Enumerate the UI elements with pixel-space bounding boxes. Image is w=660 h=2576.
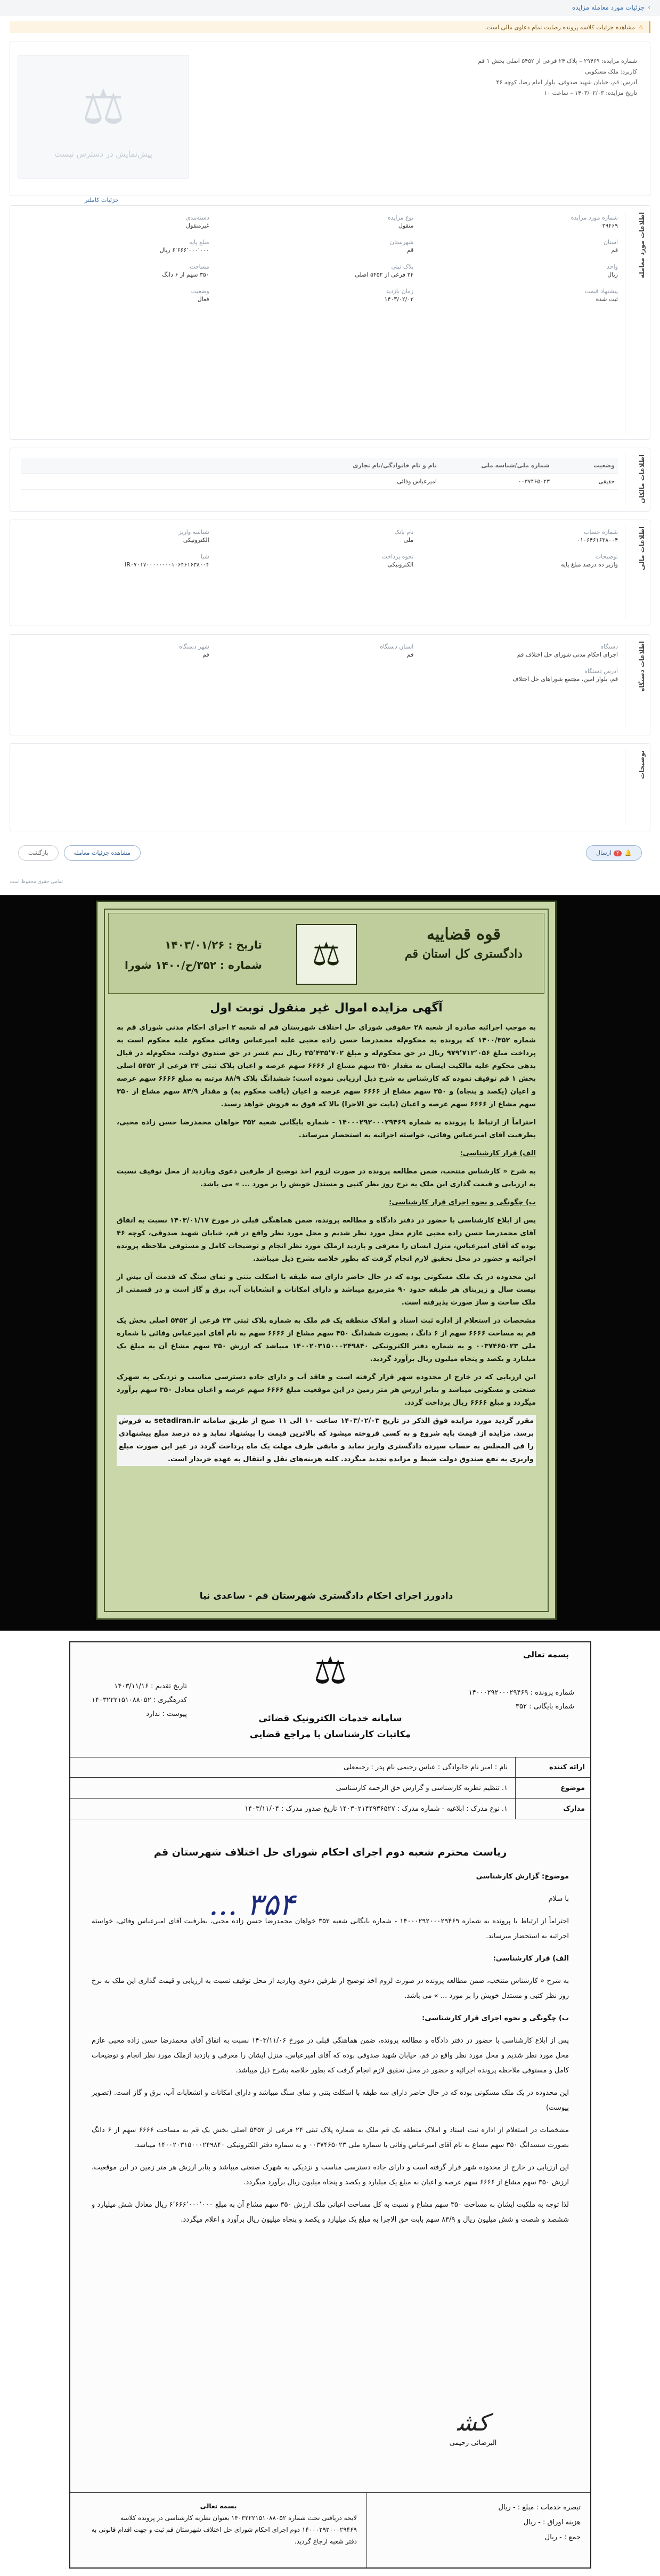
gavel-icon: ⚖ — [82, 79, 125, 135]
column-header: نام و نام خانوادگی/نام تجاری — [353, 462, 437, 469]
field-value: الکترونیکی — [387, 561, 414, 568]
paragraph: این محدوده در یک ملک مسکونی بوده که در حال حاضر دارای سه طبقه با اسکلت بتنی و نمای سنگ که قدمت آن بیش از بیست سال و زیربنای هر طبقه حدود ۹۰ مترمربع میباشد و دارای امکانات و انشعابات آب، برق و گاز است و در قسمتی از ملک ساخت و ساز صورت پذیرفته است. — [117, 1273, 536, 1307]
field-label: شهرستان — [390, 239, 414, 246]
field-label: پیشنهاد قیمت — [584, 288, 618, 295]
property-section — [10, 205, 650, 440]
submission-meta — [92, 1680, 187, 1721]
field-value: ریال — [607, 271, 618, 278]
warning-icon: ⚠ — [638, 23, 643, 31]
system-title: سامانه خدمات الکترونیک قضائی — [258, 1713, 402, 1724]
back-button[interactable]: بازگشت — [18, 845, 59, 861]
notice-body — [117, 1022, 536, 1471]
field — [225, 529, 414, 544]
field — [21, 288, 209, 303]
paragraph: به شرح « کارشناس منتخب، ضمن مطالعه پرونده در صورت لزوم اخذ توضیح از طرفین دعوی وبازدید از محل توقیف نسبت به ارزیابی و قیمت گذاری این ملک به نرخ روز نظر کتبی و مستدل خویش را بر مورد ... » می باشد. — [117, 1168, 536, 1188]
field-value: واریز ده درصد مبلغ پایه — [561, 561, 618, 568]
property-summary-card — [10, 42, 650, 204]
owners-table — [21, 458, 618, 490]
meta-label: مدارک — [515, 1799, 590, 1819]
notify-label: ارسال — [596, 849, 612, 856]
submission-date: تاریخ تقدیم : ۱۴۰۳/۱۱/۱۶ — [114, 1682, 187, 1690]
tracking-code: کدرهگیری : ۱۴۰۳۲۲۲۱۵۱۰۸۸۰۵۲ — [92, 1696, 187, 1704]
fees-box — [366, 2493, 590, 2567]
table-cell: امیرعباس وفائی — [397, 478, 437, 485]
image-caption: پیش‌نمایش در دسترس نیست — [54, 149, 152, 159]
addressee: ریاست محترم شعبه دوم اجرای احکام شورای حل اختلاف شهرستان قم — [153, 1846, 507, 1858]
notice-banner — [10, 21, 650, 33]
registration-note — [70, 2493, 366, 2567]
field — [21, 239, 209, 254]
field-value: قم — [202, 651, 209, 658]
paragraph: احتراماً از ارتباط با پرونده به شماره ۱۴۰۰۰۲۹۲۰۰۰۲۹۴۶۹ - شماره بایگانی شعبه ۳۵۲ خواهان محمدرضا حسن زاده محبی، بطرفیت آقای امیرعباس وفائی، خواسته اجرائیه به استحضار میرساند. — [92, 1917, 569, 1940]
finance-section — [10, 520, 650, 626]
field — [225, 263, 414, 278]
field — [429, 239, 618, 254]
paragraph: این محدوده در یک ملک مسکونی بوده که در حال حاضر دارای سه طبقه با اسکلت بتنی و نمای سنگ میباشد و دارای امکانات و انشعابات آب، برق و گاز است. (تصویر پیوست) — [92, 2089, 569, 2112]
field — [429, 263, 618, 278]
paragraph: این ارزیابی در خارج از محدوده شهر قرار گرفته است و دارای جاده دسترسی مناسب و نزدیکی به شهرک صنعتی میباشد و بنابر ارزش هر متر زمین در این موقعیت، ارزش ۳۵۰ سهم مشاع از ۶۶۶۶ سهم عرصه و اعیان به مبلغ یک میلیارد و یکصد و پنجاه میلیون ریال برآورد میگردد. — [92, 2164, 569, 2186]
owners-section — [10, 448, 650, 512]
field-value: قم — [406, 247, 414, 254]
judiciary-logo-text — [405, 925, 523, 961]
bell-icon: 🔔 — [624, 849, 632, 856]
field — [225, 239, 414, 254]
judiciary-title: قوه قضاییه — [426, 925, 501, 944]
summary-line: آدرس: قم، خیابان شهید صدوقی، بلوار امام رضا، کوچه ۴۶ — [496, 79, 637, 86]
signature-mark: ﮐﺸ — [457, 2409, 490, 2436]
field — [225, 288, 414, 303]
table-cell: حقیقی — [598, 478, 615, 485]
field-value: ۱۴۰۳/۰۲/۰۳ — [384, 296, 414, 303]
finance-fields — [21, 529, 618, 568]
field-value: ۲۴ فرعی از ۵۴۵۲ اصلی — [355, 271, 414, 278]
paragraph: لذا توجه به ملکیت ایشان به مساحت ۳۵۰ سهم مشاع و نسبت به کل مساحت اعیانی ملک ارزش ۳۵۰ سهم مشاع آن به مبلغ ۶٬۶۶۶٬۰۰۰٬۰۰۰ ریال معادل شش میلیارد و ششصد و شصت و شش میلیون ریال و ۸۳/۹ سهم بابت حق الاجرا به مبلغ یک میلیارد و یکصد و پنجاه میلیون ریال برآورد و اعلام میگردد. — [92, 2201, 569, 2224]
field-label: نام بانک — [394, 529, 414, 536]
paragraph: پس از ابلاغ کارشناسی با حضور در دفتر دادگاه و مطالعه پرونده، ضمن هماهنگی قبلی در مورخ ۱۴۰۳/۱۱/۰۶ نسبت به اتفاق آقای محمدرضا حسن زاده محبی عازم محل مورد نظر شدیم و محل مورد نظر واقع در قم، خیابان شهید صدوقی بوده که آقای امیرعباس، منزل ایشان را معرفی و بازدید ازملک مورد نظر انجام و توضیحات کامل و مستوفی ملاحظه پرونده اجرائیه و حضور در محل تحقیق لازم انجام گرفت که بطور خلاصه بشرح ذیل میباشد. — [92, 2037, 569, 2075]
field — [225, 553, 414, 568]
subject-line: موضوع: گزارش کارشناسی — [476, 1873, 569, 1881]
paragraph: این ارزیابی که در خارج از محدوده شهر قرار گرفته است و فاقد آب و دارای جاده دسترسی مناسب و نزدیکی به شهرک صنعتی و مسکونی میباشد و بنابر ارزش هر متر زمین در این موقعیت مبلغ ۶۶۶۶ سهم عرصه و اعیان معادل ۳۵۰ سهم برآورد میگردد و مبلغ ۶۶۶۶ ریال پرداخت گردد. — [117, 1373, 536, 1407]
greeting: با سلام — [548, 1895, 569, 1903]
field-label: نحوه پرداخت — [381, 553, 414, 560]
subheading: ب) چگونگی و نحوه اجرای قرار کارشناسی: — [422, 2014, 569, 2022]
file-numbers — [469, 1686, 574, 1714]
copyright: تمامی حقوق محفوظ است — [10, 879, 63, 885]
file-number: شماره پرونده : ۱۴۰۰۰۲۹۲۰۰۰۲۹۴۶۹ — [468, 1689, 574, 1697]
field-label: شماره مورد مزایده — [571, 214, 618, 221]
scales-emblem-icon: ⚖ — [313, 1649, 347, 1692]
field-value: قم — [406, 651, 414, 658]
table-cell: ۰۰۳۷۴۶۵۰۲۳ — [518, 478, 550, 485]
field-value: الکترونیکی — [183, 537, 209, 544]
field-value: IR۰۷۰۱۷۰۰۰۰۰۰۰۰۱۰۶۴۶۱۶۳۸۰۰۴ — [125, 561, 209, 568]
notice-text: مشاهده جزئیات کلاسه پرونده رضایت تمام دعاوی مالی است. — [485, 23, 635, 31]
field — [21, 643, 209, 658]
field-label: دستگاه — [600, 643, 618, 650]
section-title: اطلاعات مورد معامله — [638, 212, 646, 278]
fee-line: جمع : - ریال — [544, 2533, 581, 2541]
notify-button[interactable] — [586, 845, 642, 861]
system-subtitle: مکاتبات کارشناسان با مراجع قضایی — [249, 1729, 411, 1740]
view-details-button[interactable]: مشاهده جزئیات معامله — [64, 845, 141, 861]
field — [429, 668, 618, 683]
notice-header — [108, 913, 544, 994]
table-row — [70, 1757, 590, 1778]
table-row — [70, 1778, 590, 1799]
field-label: دسته‌بندی — [185, 214, 209, 221]
paragraph: به موجب اجرائیه صادره از شعبه ۲۸ حقوقی شورای حل اختلاف شهرستان قم له شعبه ۲ اجرای احکام مدنی شورای قم به شماره ۱۴۰۰/۳۵۲ که پرونده به محکوم‌له محمدرضا حسن زاده محبی علیه امیرعباس وفائی محکوم علیه محکوم است به پرداخت مبلغ ۹۷۹٬۷۱۲٬۰۵۶ ریال در حق محکوم‌له و مبلغ ۳۵٬۴۳۵٬۷۰۲ ریال نیم عشر در حق صندوق دولت، محکوم‌له در قبال بدهی محکوم علیه مالکیت ایشان به مقدار ۳۵۰ سهم مشاع از ۶۶۶۶ سهم عرصه و اعیان پلاک ثبتی ۲۴ فرعی از ۵۴۵۲ اصلی بخش ۱ قم توقیف نموده که کارشناس به شرح ذیل ارزیابی نموده است؛ ششدانگ پلاک ۸۸/۹ مرتبه به مبلغ ۶۶۶۶ سهم عرصه و اعیان (یکصد و پنجاه) و ۳۵۰ سهم مشاع از ۶۶۶۶ سهم عرصه و اعیان (یافت محکوم به) و مقدار ۸۳/۹ سهم مشاع از ۳۵۰ سهم مشاع از ۶۶۶۶ سهم عرصه و اعیان (بابت حق الاجرا) بالا که فوق به فروش خواهد رسید. — [117, 1024, 536, 1108]
auction-notice — [96, 901, 557, 1620]
notice-signature: دادورز اجرای احکام دادگستری شهرستان قم - ساعدی نیا — [199, 1591, 453, 1601]
footer-basmala: بسمه تعالی — [200, 2502, 237, 2510]
paragraph: مشخصات در استعلام از اداره ثبت اسناد و املاک منطقه یک قم ملک به شماره پلاک ثبتی ۲۴ فرعی از ۵۴۵۲ اصلی بخش یک قم به مساحت ۶۶۶۶ سهم از ۶ دانگ بصورت ششدانگ ۳۵۰ سهم مشاع به نام آقای امیرعباس وفائی با شماره ملی ۰۰۳۷۴۶۵۰۲۳ و به شماره دفتر الکترونیکی ۱۴۰۰۲۰۳۱۵۰۰۰۲۴۹۸۴۰ میباشد. — [92, 2126, 569, 2149]
expert-report-area — [0, 1631, 660, 2576]
report-paper — [69, 1641, 591, 2569]
field-value: ۰۱۰۶۴۶۱۶۳۸۰۰۴ — [577, 537, 618, 544]
notice-meta — [125, 935, 262, 975]
meta-label: ارائه کننده — [515, 1757, 590, 1777]
field-value: ملی — [403, 537, 414, 544]
field — [21, 529, 209, 544]
property-image-placeholder — [18, 55, 189, 179]
paragraph: مقرر گردید مورد مزایده فوق الذکر در تاریخ ۱۴۰۳/۰۲/۰۳ ساعت ۱۰ الی ۱۱ صبح از طریق سامانه setadiran.ir به فروش برسد. مزایده از قیمت پایه شروع و به کسی فروخته میشود که بالاترین قیمت را پیشنهاد نماید و ده درصد مبلغ پیشنهادی را فی المجلس به حساب سپرده دادگستری واریز نماید و مابقی ظرف مهلت یک ماه پرداخت گردد در غیر این صورت مبلغ واریزی به نفع صندوق دولت ضبط و مزایده تجدید میگردد. کلیه هزینه‌های نقل و انتقال به عهده خریدار است. — [117, 1415, 536, 1466]
field — [429, 643, 618, 658]
section-title: توضیحات — [638, 750, 646, 779]
field — [225, 214, 414, 229]
more-details-link[interactable]: جزئیات کاملتر — [85, 197, 119, 204]
summary-line: کاربرد: ملک مسکونی — [585, 68, 637, 75]
field — [429, 214, 618, 229]
field-value: قم، بلوار امین، مجتمع شوراهای حل اختلاف — [512, 676, 618, 683]
field — [429, 553, 618, 568]
field-label: استان دستگاه — [380, 643, 414, 650]
subheading: الف) قرار کارشناسی: — [460, 1149, 536, 1157]
table-row — [70, 1799, 590, 1819]
field-label: شهر دستگاه — [179, 643, 209, 650]
meta-value: ۱. نوع مدرک : ابلاغیه - شماره مدرک : ۱۴۰۳۰۲۱۴۴۹۳۶۵۲۷ تاریخ صدور مدرک : ۱۴۰۳/۱۱/۰۴ — [245, 1804, 508, 1813]
fee-line: تبصره خدمات : مبلغ : - ریال — [498, 2504, 581, 2512]
paragraph: احتراماً از ارتباط با پرونده به شماره ۱۴۰۰۰۲۹۲۰۰۰۲۹۴۶۹ - شماره بایگانی شعبه ۳۵۲ خواهان محمدرضا حسن زاده محبی، بطرفیت آقای امیرعباس وفائی، خواسته اجرائیه به استحضار میرساند. — [117, 1119, 536, 1139]
notice-number: شماره : ۳۵۲/ح/۱۴۰۰ شورا — [125, 959, 262, 971]
field-value: ۳۵۰ سهم از ۶ دانگ — [162, 271, 209, 278]
column-header: شماره ملی/شناسه ملی — [481, 462, 550, 469]
action-group — [18, 845, 141, 861]
summary-info — [317, 56, 637, 99]
signer-name: الیرضائی رحیمی — [449, 2439, 497, 2447]
property-fields — [21, 214, 618, 303]
attachments: پیوست : ندارد — [146, 1710, 187, 1718]
field — [225, 643, 414, 658]
field-label: شناسه واریز — [178, 529, 209, 536]
table-header — [21, 458, 618, 474]
field-value: اجرای احکام مدنی شورای حل اختلاف قم — [517, 651, 618, 658]
notice-title: آگهی مزایده اموال غیر منقول نوبت اول — [210, 1001, 443, 1015]
description-section — [10, 743, 650, 831]
judiciary-subtitle: دادگستری کل استان قم — [404, 947, 523, 961]
app-page — [0, 0, 660, 895]
signature-block — [430, 2407, 516, 2447]
field — [21, 553, 209, 568]
fees-footer — [70, 2492, 590, 2567]
field — [429, 288, 618, 303]
notice-border — [104, 909, 549, 1612]
paragraph: به شرح « کارشناس منتخب، ضمن مطالعه پرونده در صورت لزوم اخذ توضیح از طرفین دعوی وبازدید از محل توقیف نسبت به ارزیابی و قیمت گذاری این ملک به نرخ روز نظر کتبی و مستدل خویش را بر مورد ... » می باشد. — [92, 1977, 569, 2000]
breadcrumb — [0, 0, 660, 15]
field-label: مبلغ پایه — [189, 239, 209, 246]
field-value: فعال — [197, 296, 209, 303]
device-section — [10, 634, 650, 735]
column-header: وضعیت — [593, 462, 615, 469]
section-title: اطلاعات مالکان — [638, 455, 646, 504]
scales-emblem-icon: ⚖ — [296, 924, 357, 985]
footer-text: لایحه دریافتی تحت شماره ۱۴۰۳۲۲۲۱۵۱۰۸۸۰۵۲ بعنوان نظریه کارشناسی در پرونده کلاسه ۱۴۰۰۰۲۹۲۰۰۰۲۹۴۶۹ دوم اجرای احکام شورای حل اختلاف شهرستان قم ثبت و جهت اقدام قانونی به دفتر شعبه ارجاع گردید. — [91, 2514, 357, 2545]
field — [21, 214, 209, 229]
field-value: غیرمنقول — [186, 222, 209, 229]
summary-line: تاریخ مزایده: ۱۴۰۳/۰۲/۰۳ – ساعت ۱۰ — [544, 90, 637, 96]
handwritten-note: ۳۵۴ ... — [209, 1888, 295, 1922]
field-label: نوع مزایده — [387, 214, 414, 221]
summary-line: شماره مزایده: ۲۹۴۶۹ – پلاک ۲۴ فرعی از ۵۴۵۲ اصلی بخش ۱ قم — [478, 58, 637, 64]
field-label: وضعیت — [191, 288, 209, 295]
field-label: پلاک ثبتی — [391, 263, 414, 270]
scanned-notice-area — [0, 895, 660, 1631]
report-meta-table — [70, 1757, 590, 1819]
field-value: ثبت شده — [596, 296, 618, 303]
footer-actions — [10, 839, 650, 866]
fee-line: هزینه اوراق : - ریال — [523, 2518, 581, 2526]
field-label: زمان بازدید — [386, 288, 414, 295]
subheading: ب) چگونگی و نحوه اجرای قرار کارشناسی: — [389, 1198, 536, 1206]
section-title: اطلاعات دستگاه — [638, 641, 646, 692]
field-label: آدرس دستگاه — [584, 668, 618, 675]
meta-value: نام : امیر نام خانوادگی : عباس رحیمی نام پدر : رحیمعلی — [344, 1763, 508, 1771]
field-label: واحد — [607, 263, 618, 270]
basmala: بسمه تعالی — [523, 1650, 569, 1659]
field-value: ۲۹۴۶۹ — [602, 222, 618, 229]
chevron-right-icon[interactable]: › — [648, 4, 650, 11]
subheading: الف) قرار کارشناسی: — [493, 1955, 569, 1963]
paragraph: پس از ابلاغ کارشناسی با حضور در دفتر دادگاه و مطالعه پرونده، ضمن هماهنگی قبلی در مورخ ۱۴۰۳/۰۱/۱۷ نسبت به اتفاق آقای محمدرضا حسن زاده محبی عازم محل مورد نظر شدیم و محل مورد نظر واقع در قم، خیابان شهید صدوقی، کوچه ۴۶ بوده که آقای امیرعباس، منزل ایشان را معرفی و بازدید ازملک مورد نظر انجام و توضیحات کامل و مستوفی ملاحظه پرونده اجرائیه و حضور در محل تحقیق لازم انجام گرفت که بطور خلاصه بشرح ذیل میباشد. — [117, 1217, 536, 1263]
field-label: استان — [603, 239, 618, 246]
field — [21, 263, 209, 278]
field-label: شماره حساب — [584, 529, 618, 536]
field-value: ۶٬۶۶۶٬۰۰۰٬۰۰۰ ریال — [159, 247, 209, 254]
field-value: منقول — [398, 222, 414, 229]
archive-number: شماره بایگانی : ۳۵۲ — [516, 1703, 574, 1711]
meta-label: موضوع — [515, 1778, 590, 1798]
report-body — [92, 1845, 569, 2235]
field-value: قم — [611, 247, 618, 254]
device-fields — [21, 643, 618, 683]
notice-date: تاریخ : ۱۴۰۳/۰۱/۲۶ — [165, 938, 262, 951]
section-title: اطلاعات مالی — [638, 526, 646, 571]
page-title: جزئیات مورد معامله مزایده — [572, 4, 645, 11]
field-label: توضیحات — [595, 553, 618, 560]
field-label: شبا — [200, 553, 209, 560]
field — [429, 529, 618, 544]
table-row — [21, 474, 618, 490]
notify-count: ۲ — [614, 850, 622, 856]
paragraph: مشخصات در استعلام از اداره ثبت اسناد و املاک منطقه یک قم ملک به شماره پلاک ثبتی ۲۴ فرعی از ۵۴۵۲ اصلی بخش یک قم به مساحت ۶۶۶۶ سهم از ۶ دانگ ، بصورت ششدانگ ۳۵۰ سهم مشاع از ۶۶۶۶ سهم به نام آقای امیرعباس وفائی با شماره ملی ۰۰۳۷۴۶۵۰۲۳ و به شماره دفتر الکترونیکی ۱۴۰۰۲۰۳۱۵۰۰۰۲۴۹۸۴۰ میباشد که ارزش ۳۵۰ سهم مشاع آن به مبلغ یک میلیارد و یکصد و پنجاه میلیون ریال برآورد گردید. — [117, 1317, 536, 1363]
meta-value: ۱. تنظیم نظریه کارشناسی و گزارش حق الزحمه کارشناسی — [336, 1784, 508, 1792]
field-label: مساحت — [190, 263, 209, 270]
report-header — [70, 1642, 590, 1757]
